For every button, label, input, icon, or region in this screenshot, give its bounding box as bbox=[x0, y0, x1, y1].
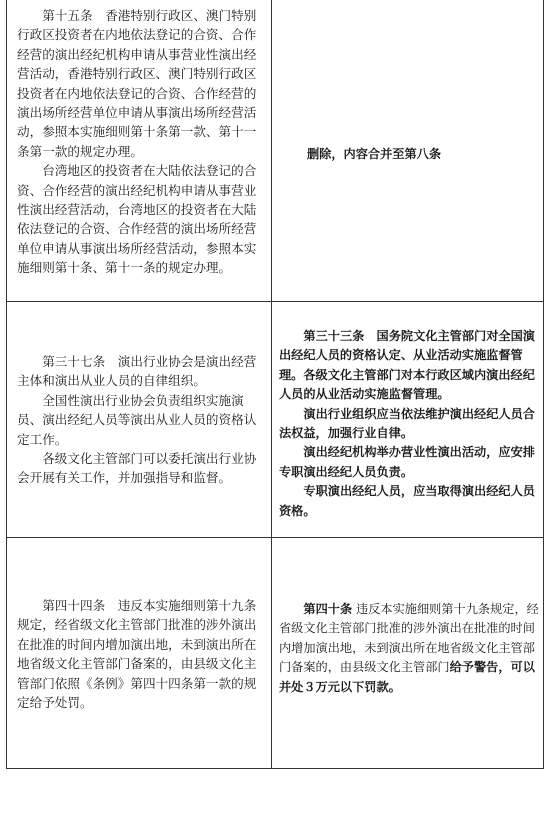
article-33-para4: 专职演出经纪人员，应当取得演出经纪人员资格。 bbox=[279, 484, 535, 518]
article-40-lead: 第四十条 bbox=[303, 602, 353, 616]
row2-new-text bbox=[279, 327, 541, 521]
column-divider bbox=[271, 0, 272, 768]
row3-old-text bbox=[17, 596, 265, 712]
row-divider bbox=[7, 537, 543, 538]
article-33-para1: 第三十三条 国务院文化主管部门对全国演出经纪人员的资格认定、从业活动实施监督管理。各级文化主管部门对本行政区域内演出经纪人员的从业活动实施监督管理。 bbox=[279, 329, 535, 402]
article-40-tail: 给予警告，可以并处３万元以下罚款。 bbox=[279, 660, 535, 694]
comparison-table bbox=[6, 0, 544, 769]
article-33-para2: 演出行业组织应当依法维护演出经纪人员合法权益，加强行业自律。 bbox=[279, 406, 535, 441]
article-33-para3: 演出经纪机构举办营业性演出活动，应安排专职演出经纪人员负责。 bbox=[279, 445, 535, 479]
article-15-para1: 第十五条 香港特别行政区、澳门特别行政区投资者在内地依法登记的合资、合作经营的演出经纪机构申请从事营业性演出经营活动，香港特别行政区、澳门特别行政区投资者在内地依法登记的合资、合作经营的演出场所经营单位申请从事演出场所经营活动，参照本实施细则第十条第一款、第十一条第一款的规定办理。 bbox=[17, 8, 257, 159]
article-15-para2: 台湾地区的投资者在大陆依法登记的合资、合作经营的演出经纪机构申请从事营业性演出经营活动，台湾地区的投资者在大陆依法登记的合资、合作经营的演出场所经营单位申请从事演出场所经营活动，参照本实施细则第十条、第十一条的规定办理。 bbox=[17, 163, 257, 276]
article-40-middle: 违反本实施细则第十九条规定，经省级文化主管部门批准的涉外演出在批准的时间内增加演出地，未到演出所在地省级文化主管部门备案的，由县级文化主管部门 bbox=[279, 602, 539, 675]
article-37-para2: 全国性演出行业协会负责组织实施演员、演出经纪人员等演出从业人员的资格认定工作。 bbox=[17, 392, 257, 447]
article-40-para1 bbox=[279, 600, 541, 697]
row1-old-text bbox=[17, 6, 265, 278]
row2-old-text bbox=[17, 352, 265, 488]
row3-new-text bbox=[279, 600, 541, 697]
row1-new-text bbox=[307, 145, 537, 164]
row-divider bbox=[7, 301, 543, 302]
deletion-note: 删除，内容合并至第八条 bbox=[307, 147, 442, 161]
article-37-para1: 第三十七条 演出行业协会是演出经营主体和演出从业人员的自律组织。 bbox=[17, 354, 257, 389]
article-37-para3: 各级文化主管部门可以委托演出行业协会开展有关工作，并加强指导和监督。 bbox=[17, 451, 257, 486]
article-44-para1: 第四十四条 违反本实施细则第十九条规定，经省级文化主管部门批准的涉外演出在批准的时间内增加演出地，未到演出所在地省级文化主管部门备案的，由县级文化主管部门依照《条例》第四十四条第一款的规定给予处罚。 bbox=[17, 598, 257, 711]
